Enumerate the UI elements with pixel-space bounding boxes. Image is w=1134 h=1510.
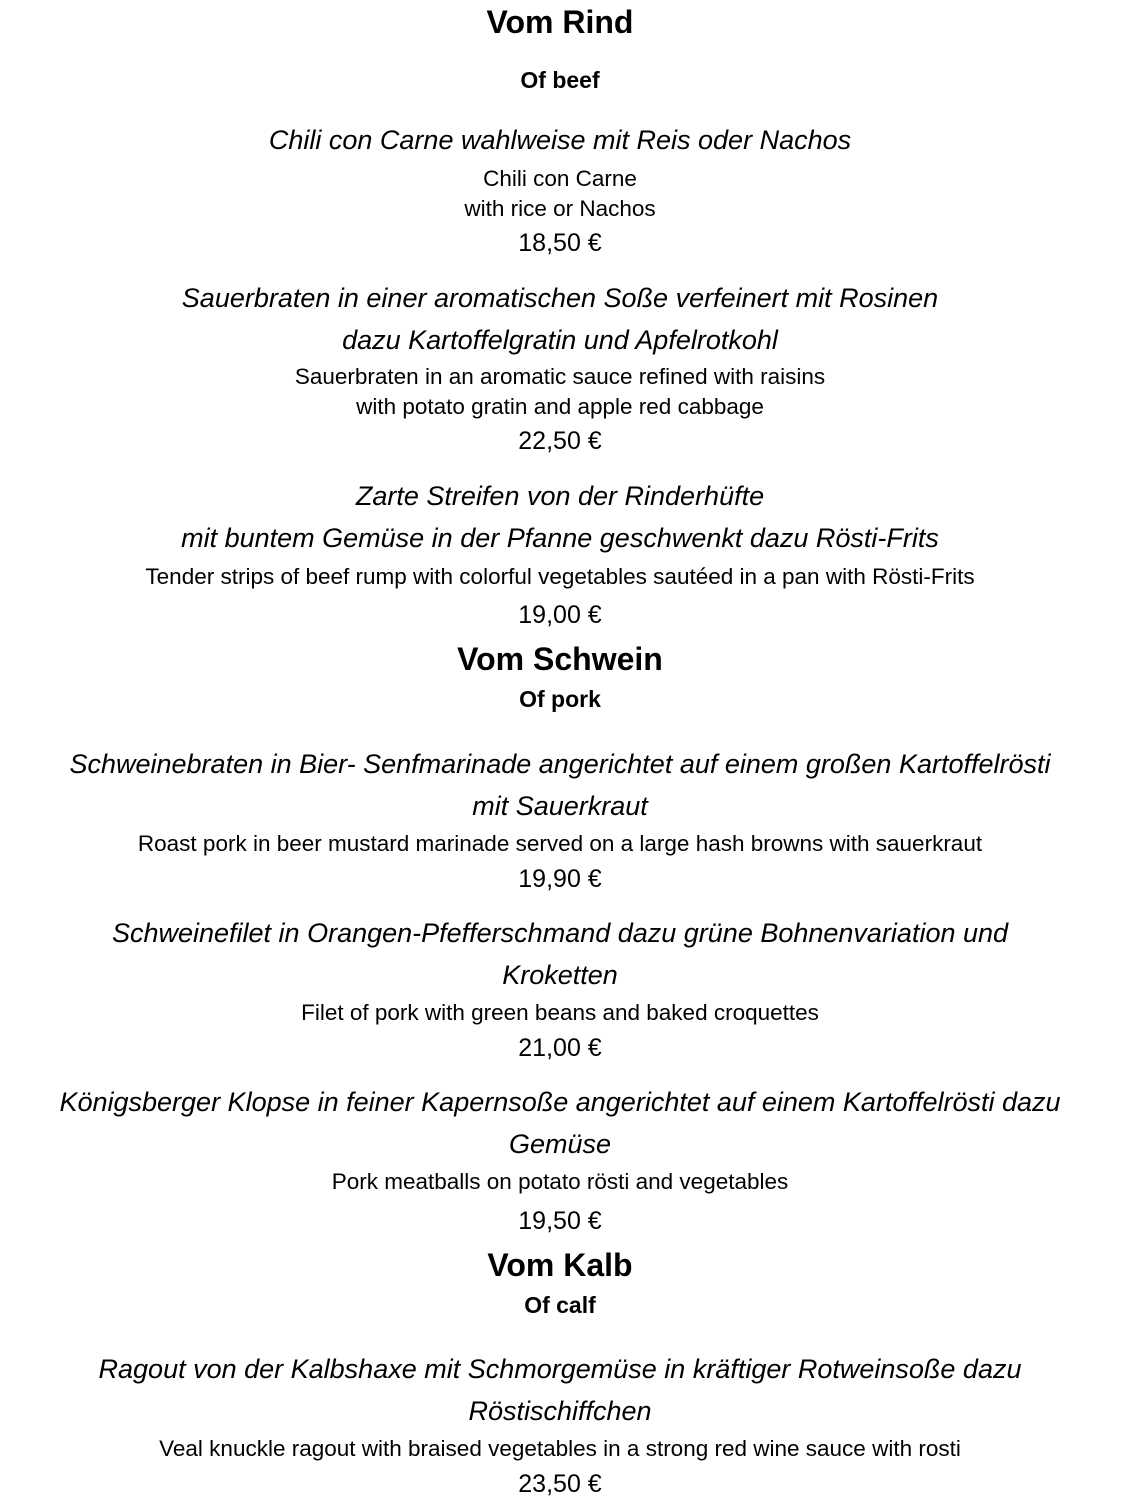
dish-description-en: Roast pork in beer mustard marinade served on a large hash browns with sauerkraut — [137, 831, 983, 856]
dish-description-en: Chili con Carne — [483, 166, 637, 191]
dish-name-de: Zarte Streifen von der Rinderhüfte — [355, 481, 765, 511]
dish-price: 18,50 € — [518, 229, 602, 257]
section-subtitle-beef: Of beef — [520, 67, 600, 93]
dish-description-en: Sauerbraten in an aromatic sauce refined with raisins — [294, 364, 826, 389]
dish-description-en: Tender strips of beef rump with colorful vegetables sautéed in a pan with Rösti-Frits — [145, 564, 975, 589]
dish-name-de: mit buntem Gemüse in der Pfanne geschwenkt dazu Rösti-Frits — [181, 523, 939, 553]
dish-price: 21,00 € — [518, 1034, 602, 1062]
section-subtitle-calf: Of calf — [524, 1292, 596, 1318]
dish-description-en: Pork meatballs on potato rösti and vegetables — [331, 1169, 789, 1194]
dish-price: 19,50 € — [518, 1207, 602, 1235]
dish-name-de: Gemüse — [508, 1129, 612, 1159]
section-title-calf: Vom Kalb — [487, 1247, 633, 1283]
dish-name-de: Chili con Carne wahlweise mit Reis oder Nachos — [268, 125, 852, 155]
dish-description-en: with rice or Nachos — [464, 196, 656, 221]
dish-name-de: Kroketten — [502, 960, 618, 990]
dish-price: 23,50 € — [518, 1470, 602, 1498]
dish-price: 19,90 € — [518, 865, 602, 893]
dish-name-de: Schweinefilet in Orangen-Pfefferschmand dazu grüne Bohnenvariation und — [111, 918, 1009, 948]
dish-name-de: dazu Kartoffelgratin und Apfelrotkohl — [342, 325, 778, 355]
dish-description-en: Veal knuckle ragout with braised vegetables in a strong red wine sauce with rosti — [159, 1436, 961, 1461]
dish-name-de: mit Sauerkraut — [472, 791, 648, 821]
dish-name-de: Schweinebraten in Bier- Senfmarinade angerichtet auf einem großen Kartoffelrösti — [69, 749, 1051, 779]
section-title-pork: Vom Schwein — [457, 641, 663, 677]
dish-name-de: Sauerbraten in einer aromatischen Soße verfeinert mit Rosinen — [181, 283, 939, 313]
section-title-beef: Vom Rind — [486, 4, 634, 40]
dish-name-de: Königsberger Klopse in feiner Kapernsoße angerichtet auf einem Kartoffelrösti dazu — [59, 1087, 1061, 1117]
section-subtitle-pork: Of pork — [519, 686, 601, 712]
dish-description-en: with potato gratin and apple red cabbage — [356, 394, 764, 419]
dish-price: 22,50 € — [518, 427, 602, 455]
dish-name-de: Ragout von der Kalbshaxe mit Schmorgemüse in kräftiger Rotweinsoße dazu — [98, 1354, 1022, 1384]
dish-name-de: Röstischiffchen — [468, 1396, 652, 1426]
dish-price: 19,00 € — [518, 601, 602, 629]
dish-description-en: Filet of pork with green beans and baked croquettes — [301, 1000, 819, 1025]
